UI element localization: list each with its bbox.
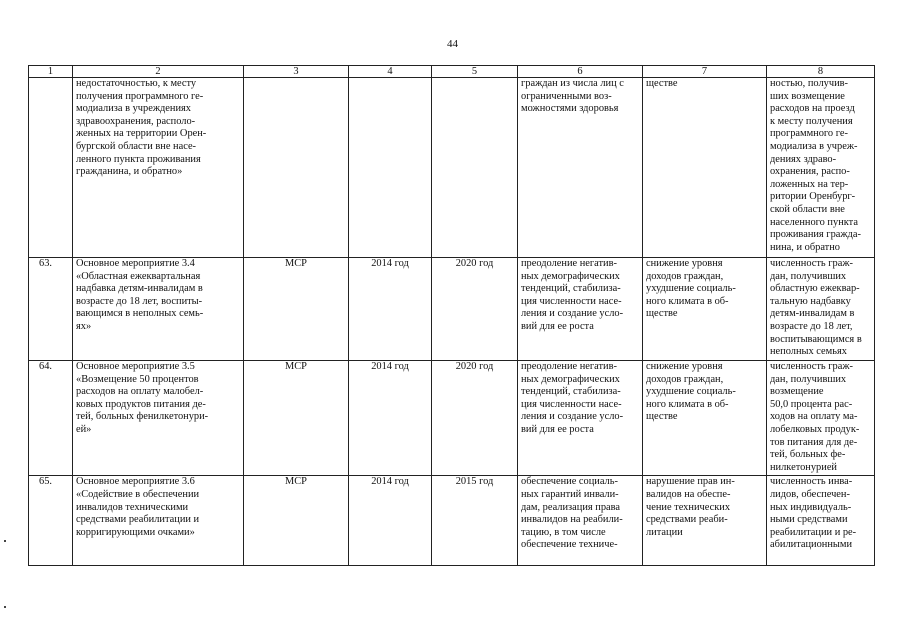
measures-table bbox=[28, 65, 875, 566]
column-header: 4 bbox=[349, 66, 432, 78]
consequence-cell: нарушение прав ин- валидов на обеспе- чение технических средствами реаби- литации bbox=[643, 476, 767, 566]
table-row bbox=[29, 78, 875, 258]
measure-name-cell: Основное мероприятие 3.5 «Возмещение 50 процентов расходов на оплату малобел- ковых продуктов питания де- тей, больных фенилкетонури- ей» bbox=[73, 361, 244, 476]
executor-cell: МСР bbox=[244, 476, 349, 566]
column-header: 2 bbox=[73, 66, 244, 78]
column-header: 5 bbox=[432, 66, 518, 78]
scan-speck bbox=[4, 540, 6, 542]
header-row bbox=[29, 66, 875, 78]
indicator-cell: численность граж- дан, получивших возмещение 50,0 процента рас- ходов на оплату ма- лобелковых продук- тов питания для де- тей, больных фе- нилкетонурией bbox=[767, 361, 875, 476]
column-header: 7 bbox=[643, 66, 767, 78]
measure-name-cell: недостаточностью, к месту получения программного ге- модиализа в учреждениях здравоохранения, располо- женных на территории Орен- бургской области вне насе- ленного пункта проживания гражданина, и обратно» bbox=[73, 78, 244, 258]
column-header: 1 bbox=[29, 66, 73, 78]
row-number-cell bbox=[29, 78, 73, 258]
row-number-cell: 65. bbox=[29, 476, 73, 566]
executor-cell bbox=[244, 78, 349, 258]
end-year-cell: 2020 год bbox=[432, 361, 518, 476]
end-year-cell bbox=[432, 78, 518, 258]
row-number-cell: 64. bbox=[29, 361, 73, 476]
consequence-cell: ществе bbox=[643, 78, 767, 258]
start-year-cell bbox=[349, 78, 432, 258]
indicator-cell: численность инва- лидов, обеспечен- ных индивидуаль- ными средствами реабилитации и ре- абилитационными bbox=[767, 476, 875, 566]
column-header: 8 bbox=[767, 66, 875, 78]
table-row bbox=[29, 258, 875, 361]
measure-name-cell: Основное мероприятие 3.6 «Содействие в обеспечении инвалидов техническими средствами реабилитации и корригирующими очками» bbox=[73, 476, 244, 566]
page-number: 44 bbox=[447, 38, 458, 50]
expected-result-cell: граждан из числа лиц с ограниченными воз- можностями здоровья bbox=[518, 78, 643, 258]
expected-result-cell: обеспечение социаль- ных гарантий инвали- дам, реализация права инвалидов на реабили- тацию, в том числе обеспечение техниче- bbox=[518, 476, 643, 566]
row-number-cell: 63. bbox=[29, 258, 73, 361]
measure-name-cell: Основное мероприятие 3.4 «Областная ежеквартальная надбавка детям-инвалидам в возрасте до 18 лет, воспиты- вающимся в неполных семь- ях» bbox=[73, 258, 244, 361]
start-year-cell: 2014 год bbox=[349, 476, 432, 566]
scan-speck bbox=[4, 606, 6, 608]
indicator-cell: численность граж- дан, получивших областную ежеквар- тальную надбавку детям-инвалидам в возрасте до 18 лет, воспитывающимся в неполных семьях bbox=[767, 258, 875, 361]
table-row bbox=[29, 361, 875, 476]
executor-cell: МСР bbox=[244, 258, 349, 361]
start-year-cell: 2014 год bbox=[349, 258, 432, 361]
column-header: 3 bbox=[244, 66, 349, 78]
end-year-cell: 2015 год bbox=[432, 476, 518, 566]
table-row bbox=[29, 476, 875, 566]
executor-cell: МСР bbox=[244, 361, 349, 476]
start-year-cell: 2014 год bbox=[349, 361, 432, 476]
indicator-cell: ностью, получив- ших возмещение расходов на проезд к месту получения программного ге- модиализа в учреж- дениях здраво- охранения, распо- ложенных на тер- ритории Оренбург- ской области вне населенного пункта проживания гражда- нина, и обратно bbox=[767, 78, 875, 258]
consequence-cell: снижение уровня доходов граждан, ухудшение социаль- ного климата в об- ществе bbox=[643, 361, 767, 476]
column-header: 6 bbox=[518, 66, 643, 78]
consequence-cell: снижение уровня доходов граждан, ухудшение социаль- ного климата в об- ществе bbox=[643, 258, 767, 361]
expected-result-cell: преодоление негатив- ных демографических тенденций, стабилиза- ция численности насе- ления и создание усло- вий для ее роста bbox=[518, 361, 643, 476]
expected-result-cell: преодоление негатив- ных демографических тенденций, стабилиза- ция численности насе- ления и создание усло- вий для ее роста bbox=[518, 258, 643, 361]
end-year-cell: 2020 год bbox=[432, 258, 518, 361]
